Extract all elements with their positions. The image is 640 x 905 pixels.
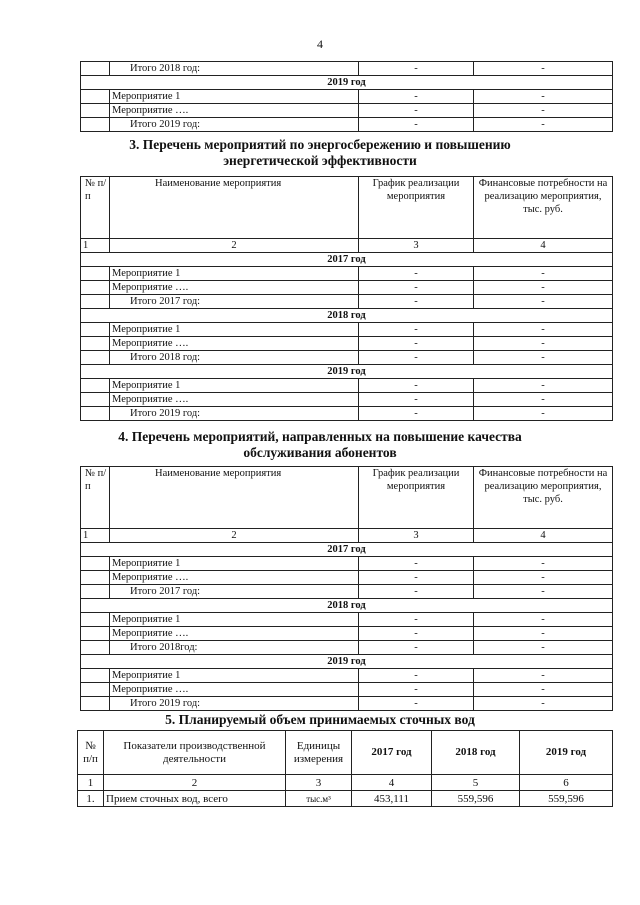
measure-label: Мероприятие 1 — [110, 613, 359, 627]
col-number-3: 3 — [286, 775, 352, 791]
measure-label: Мероприятие 1 — [110, 669, 359, 683]
financial-value: - — [474, 323, 613, 337]
header-financial-needs: Финансовые потребности на реализацию мероприятия, тыс. руб. — [474, 467, 613, 529]
col-number-5: 5 — [432, 775, 520, 791]
total-label: Итого 2018 год: — [110, 62, 359, 76]
financial-value: - — [474, 90, 613, 104]
measure-label: Мероприятие …. — [110, 683, 359, 697]
row-number-cell — [81, 393, 110, 407]
col-number-4: 4 — [474, 529, 613, 543]
header-financial-needs: Финансовые потребности на реализацию мероприятия, тыс. руб. — [474, 177, 613, 239]
header-number: № п/п — [81, 177, 110, 239]
measure-label: Мероприятие …. — [110, 337, 359, 351]
table-row — [81, 613, 613, 627]
col-number-3: 3 — [359, 529, 474, 543]
total-label: Итого 2018 год: — [110, 351, 359, 365]
row-number-cell — [81, 118, 110, 132]
financial-value: - — [474, 104, 613, 118]
schedule-value: - — [359, 295, 474, 309]
table-row — [81, 683, 613, 697]
schedule-value: - — [359, 323, 474, 337]
row-number-cell — [81, 104, 110, 118]
section-4-title-line1: 4. Перечень мероприятий, направленных на повышение качества — [118, 429, 522, 444]
table-row — [81, 351, 613, 365]
table-row — [81, 585, 613, 599]
table-row — [81, 267, 613, 281]
schedule-value: - — [359, 585, 474, 599]
col-number-3: 3 — [359, 239, 474, 253]
schedule-value: - — [359, 407, 474, 421]
year-label: 2018 год — [81, 309, 613, 323]
table-row — [81, 90, 613, 104]
year-row — [81, 543, 613, 557]
section-3-table — [80, 176, 613, 421]
measure-label: Мероприятие …. — [110, 104, 359, 118]
header-2019: 2019 год — [520, 731, 613, 775]
header-number: № п/п — [78, 731, 104, 775]
table-row — [81, 697, 613, 711]
measure-label: Мероприятие 1 — [110, 90, 359, 104]
measure-label: Мероприятие 1 — [110, 557, 359, 571]
measure-label: Мероприятие 1 — [110, 267, 359, 281]
financial-value: - — [474, 62, 613, 76]
section-3-title-line1: 3. Перечень мероприятий по энергосбережению и повышению — [129, 137, 511, 152]
year-label: 2019 год — [81, 76, 613, 90]
row-number-cell — [81, 571, 110, 585]
financial-value: - — [474, 641, 613, 655]
financial-value: - — [474, 669, 613, 683]
year-row — [81, 76, 613, 90]
financial-value: - — [474, 613, 613, 627]
row-number-cell — [81, 281, 110, 295]
col-number-2: 2 — [110, 529, 359, 543]
section-4-table — [80, 466, 613, 711]
financial-value: - — [474, 379, 613, 393]
row-number-cell — [81, 627, 110, 641]
financial-value: - — [474, 295, 613, 309]
table-row — [81, 104, 613, 118]
financial-value: - — [474, 393, 613, 407]
row-number-cell — [81, 337, 110, 351]
financial-value: - — [474, 407, 613, 421]
row-number-cell — [81, 323, 110, 337]
col-number-1: 1 — [81, 529, 110, 543]
schedule-value: - — [359, 118, 474, 132]
financial-value: - — [474, 118, 613, 132]
measure-label: Мероприятие 1 — [110, 379, 359, 393]
table-row — [81, 557, 613, 571]
total-label: Итого 2018год: — [110, 641, 359, 655]
section-5-title: 5. Планируемый объем принимаемых сточных вод — [165, 712, 475, 727]
value-2018: 559,596 — [432, 791, 520, 807]
financial-value: - — [474, 351, 613, 365]
row-number-cell — [81, 295, 110, 309]
col-number-2: 2 — [104, 775, 286, 791]
financial-value: - — [474, 585, 613, 599]
total-label: Итого 2017 год: — [110, 295, 359, 309]
col-number-1: 1 — [81, 239, 110, 253]
col-number-2: 2 — [110, 239, 359, 253]
table-row — [81, 641, 613, 655]
year-label: 2017 год — [81, 253, 613, 267]
section-4-title — [0, 429, 640, 461]
table-row — [81, 669, 613, 683]
total-label: Итого 2019 год: — [110, 697, 359, 711]
total-label: Итого 2017 год: — [110, 585, 359, 599]
total-label: Итого 2019 год: — [110, 118, 359, 132]
indicator-name: Прием сточных вод, всего — [104, 791, 286, 807]
header-name: Наименование мероприятия — [110, 467, 359, 529]
table-row — [81, 571, 613, 585]
table-row — [81, 281, 613, 295]
header-schedule: График реализации мероприятия — [359, 467, 474, 529]
header-name: Наименование мероприятия — [110, 177, 359, 239]
schedule-value: - — [359, 627, 474, 641]
financial-value: - — [474, 337, 613, 351]
row-number-cell — [81, 697, 110, 711]
schedule-value: - — [359, 337, 474, 351]
financial-value: - — [474, 627, 613, 641]
year-row — [81, 655, 613, 669]
year-row — [81, 309, 613, 323]
schedule-value: - — [359, 613, 474, 627]
table-row — [78, 791, 613, 807]
year-label: 2019 год — [81, 655, 613, 669]
total-label: Итого 2019 год: — [110, 407, 359, 421]
schedule-value: - — [359, 669, 474, 683]
table-row — [81, 407, 613, 421]
table-row — [81, 337, 613, 351]
col-number-1: 1 — [78, 775, 104, 791]
measure-label: Мероприятие …. — [110, 281, 359, 295]
row-number-cell — [81, 613, 110, 627]
measure-label: Мероприятие …. — [110, 627, 359, 641]
schedule-value: - — [359, 697, 474, 711]
row-number-cell — [81, 585, 110, 599]
financial-value: - — [474, 557, 613, 571]
schedule-value: - — [359, 379, 474, 393]
col-number-4: 4 — [474, 239, 613, 253]
row-number-cell — [81, 379, 110, 393]
table-row — [81, 393, 613, 407]
financial-value: - — [474, 683, 613, 697]
col-number-4: 4 — [352, 775, 432, 791]
row-number-cell — [81, 90, 110, 104]
schedule-value: - — [359, 571, 474, 585]
row-number-cell — [81, 669, 110, 683]
schedule-value: - — [359, 683, 474, 697]
table-row — [81, 379, 613, 393]
row-number-cell — [81, 683, 110, 697]
year-row — [81, 599, 613, 613]
measure-label: Мероприятие …. — [110, 393, 359, 407]
year-label: 2017 год — [81, 543, 613, 557]
financial-value: - — [474, 697, 613, 711]
header-2017: 2017 год — [352, 731, 432, 775]
header-schedule: График реализации мероприятия — [359, 177, 474, 239]
table-row — [81, 62, 613, 76]
schedule-value: - — [359, 90, 474, 104]
schedule-value: - — [359, 104, 474, 118]
year-row — [81, 365, 613, 379]
section-3-title — [0, 137, 640, 169]
schedule-value: - — [359, 281, 474, 295]
row-number-cell — [81, 267, 110, 281]
section-5-table — [77, 730, 613, 807]
value-2017: 453,111 — [352, 791, 432, 807]
row-number-cell — [81, 407, 110, 421]
financial-value: - — [474, 281, 613, 295]
header-units: Единицы измерения — [286, 731, 352, 775]
table-row — [81, 118, 613, 132]
row-number-cell — [81, 351, 110, 365]
value-2019: 559,596 — [520, 791, 613, 807]
row-number-cell — [81, 641, 110, 655]
schedule-value: - — [359, 641, 474, 655]
header-indicators: Показатели производственной деятельности — [104, 731, 286, 775]
row-number-cell — [81, 62, 110, 76]
section-4-title-line2: обслуживания абонентов — [243, 445, 397, 460]
header-2018: 2018 год — [432, 731, 520, 775]
continuation-table — [80, 61, 613, 132]
schedule-value: - — [359, 557, 474, 571]
measure-label: Мероприятие …. — [110, 571, 359, 585]
schedule-value: - — [359, 393, 474, 407]
table-row — [81, 295, 613, 309]
financial-value: - — [474, 571, 613, 585]
table-row — [81, 627, 613, 641]
row-number-cell — [81, 557, 110, 571]
year-row — [81, 253, 613, 267]
schedule-value: - — [359, 62, 474, 76]
section-3-title-line2: энергетической эффективности — [223, 153, 417, 168]
page-number: 4 — [317, 37, 323, 51]
schedule-value: - — [359, 267, 474, 281]
measure-label: Мероприятие 1 — [110, 323, 359, 337]
header-number: № п/п — [81, 467, 110, 529]
unit: тыс.м³ — [286, 791, 352, 807]
financial-value: - — [474, 267, 613, 281]
year-label: 2018 год — [81, 599, 613, 613]
table-row — [81, 323, 613, 337]
schedule-value: - — [359, 351, 474, 365]
col-number-6: 6 — [520, 775, 613, 791]
year-label: 2019 год — [81, 365, 613, 379]
row-number: 1. — [78, 791, 104, 807]
